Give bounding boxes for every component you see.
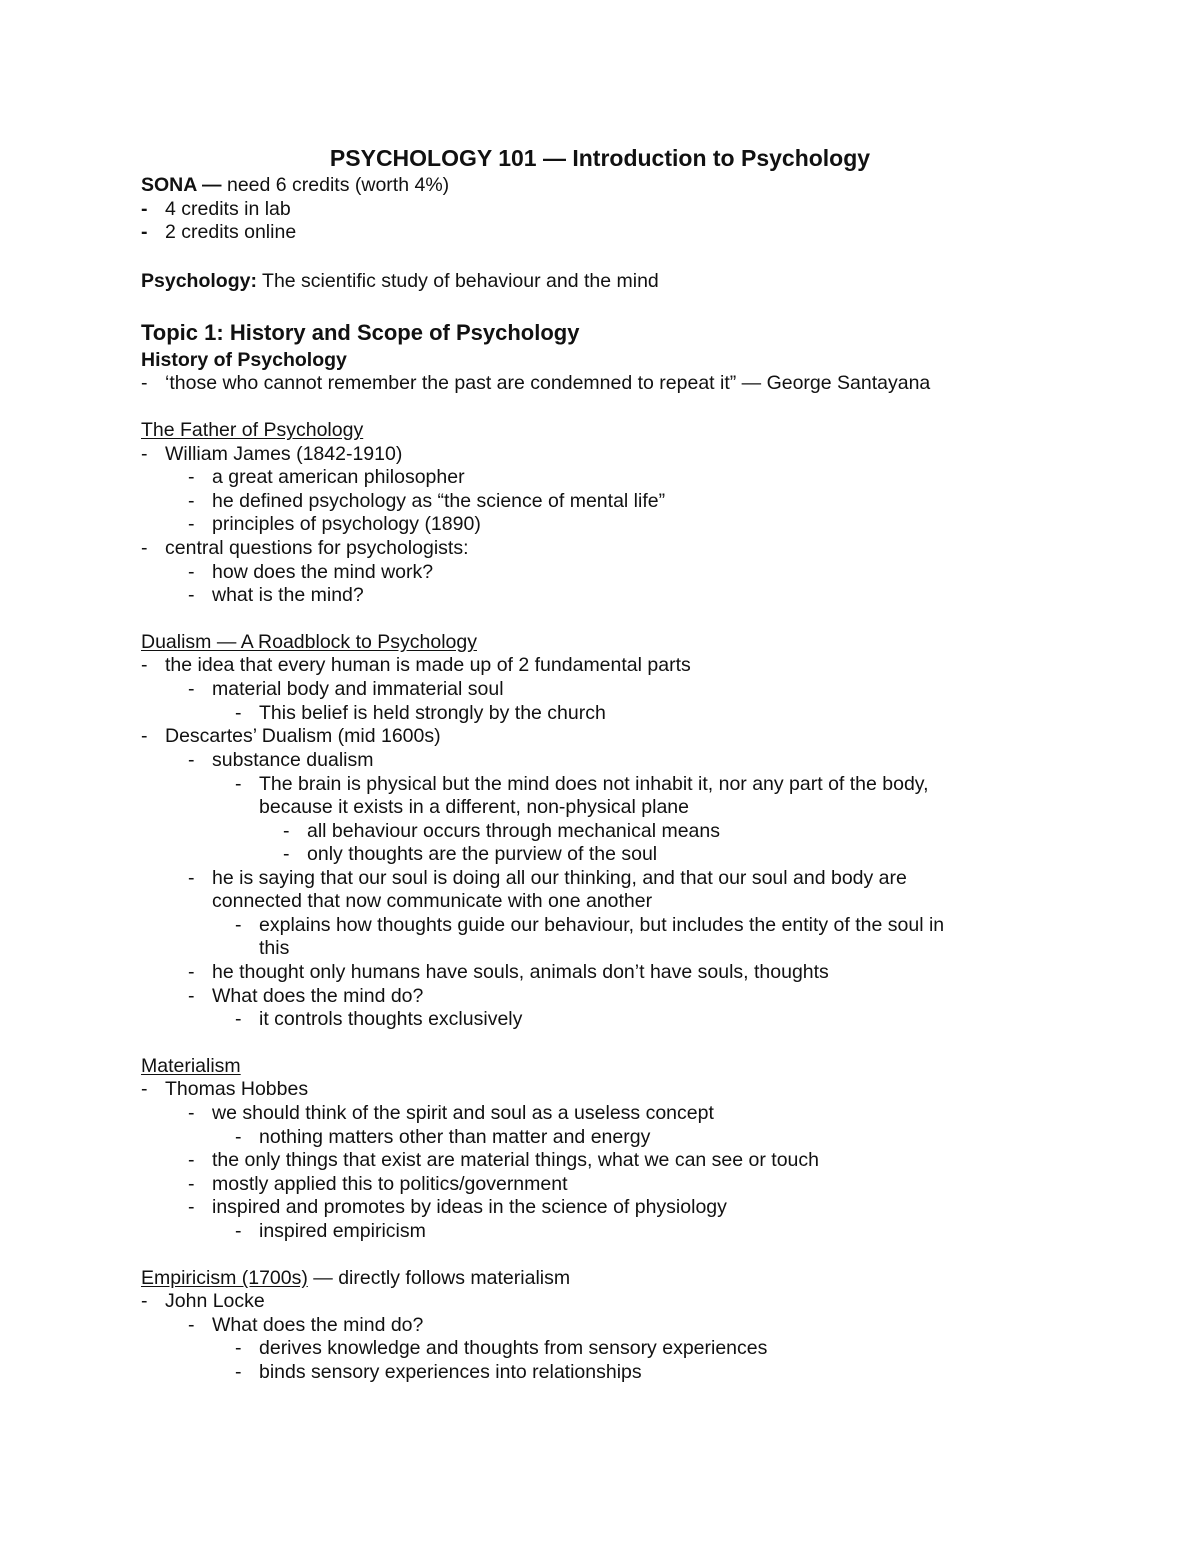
list-item [235, 701, 606, 725]
bullet-dash: - [188, 584, 195, 606]
list-item-continuation: connected that now communicate with one another [212, 890, 653, 912]
bullet-dash: - [141, 654, 148, 676]
list-item-continuation: this [259, 937, 290, 959]
bullet-dash: - [235, 1220, 242, 1242]
list-item-text: all behaviour occurs through mechanical means [307, 820, 720, 842]
list-item [141, 371, 930, 395]
list-item-text: 2 credits online [165, 221, 297, 243]
bullet-dash: - [141, 372, 148, 394]
list-item [188, 489, 665, 513]
bullet-dash: - [235, 1337, 242, 1359]
definition-line [141, 269, 659, 293]
list-item [188, 512, 481, 536]
list-item [235, 1360, 642, 1384]
bullet-dash: - [235, 1126, 242, 1148]
list-item-text: he defined psychology as “the science of mental life” [212, 490, 666, 512]
list-item [141, 536, 469, 560]
bullet-dash: - [188, 1149, 195, 1171]
list-item [141, 197, 291, 221]
list-item-text: What does the mind do? [212, 985, 424, 1007]
list-item-text: substance dualism [212, 749, 374, 771]
list-item [283, 819, 720, 843]
section-heading-father: The Father of Psychology [141, 419, 364, 441]
list-item [188, 1195, 727, 1219]
list-item [188, 1101, 714, 1125]
bullet-dash: - [188, 561, 195, 583]
list-item [188, 748, 374, 772]
list-item-text: John Locke [165, 1290, 265, 1312]
list-item-text: he thought only humans have souls, animals don’t have souls, thoughts [212, 961, 829, 983]
list-item [235, 913, 944, 937]
list-item-text: explains how thoughts guide our behaviour, but includes the entity of the soul in [259, 914, 945, 936]
bullet-dash: - [283, 820, 290, 842]
list-item [188, 583, 364, 607]
list-item-text: mostly applied this to politics/government [212, 1173, 568, 1195]
list-item [141, 653, 691, 677]
list-item [188, 866, 907, 890]
list-item-text: the only things that exist are material things, what we can see or touch [212, 1149, 819, 1171]
bullet-dash: - [235, 1008, 242, 1030]
topic-heading: Topic 1: History and Scope of Psychology [141, 320, 580, 345]
list-item [188, 560, 433, 584]
bullet-dash: - [141, 1078, 148, 1100]
bullet-dash: - [188, 961, 195, 983]
history-heading: History of Psychology [141, 349, 347, 371]
bullet-dash: - [235, 914, 242, 936]
list-item [141, 1289, 265, 1313]
list-item-text: we should think of the spirit and soul as a useless concept [212, 1102, 714, 1124]
list-item [141, 220, 296, 244]
list-item [188, 1172, 568, 1196]
list-item-text: William James (1842-1910) [165, 443, 403, 465]
list-item [188, 1148, 819, 1172]
list-item-text: inspired and promotes by ideas in the science of physiology [212, 1196, 727, 1218]
list-item-text: principles of psychology (1890) [212, 513, 481, 535]
bullet-dash: - [283, 843, 290, 865]
bullet-dash: - [141, 1290, 148, 1312]
list-item-text: material body and immaterial soul [212, 678, 504, 700]
empiricism-heading-line [141, 1266, 570, 1290]
sona-line [141, 173, 449, 197]
list-item [188, 677, 504, 701]
list-item [141, 724, 441, 748]
bullet-dash: - [188, 490, 195, 512]
bullet-dash: - [188, 867, 195, 889]
list-item-text: This belief is held strongly by the church [259, 702, 606, 724]
list-item-text: only thoughts are the purview of the soul [307, 843, 658, 865]
sona-label: SONA — [141, 174, 222, 196]
list-item-text: he is saying that our soul is doing all our thinking, and that our soul and body are [212, 867, 907, 889]
list-item-continuation: because it exists in a different, non-physical plane [259, 796, 689, 818]
bullet-dash: - [235, 773, 242, 795]
list-item-text: The brain is physical but the mind does not inhabit it, nor any part of the body, [259, 773, 929, 795]
list-item-text: a great american philosopher [212, 466, 465, 488]
bullet-dash: - [141, 725, 148, 747]
list-item [235, 772, 929, 796]
bullet-dash: - [235, 1361, 242, 1383]
list-item-text: nothing matters other than matter and energy [259, 1126, 651, 1148]
list-item [235, 1007, 522, 1031]
bullet-dash: - [141, 537, 148, 559]
list-item-text: central questions for psychologists: [165, 537, 469, 559]
section-heading-dualism: Dualism — A Roadblock to Psychology [141, 631, 477, 653]
list-item-text: What does the mind do? [212, 1314, 424, 1336]
list-item-text: the idea that every human is made up of 2 fundamental parts [165, 654, 691, 676]
bullet-dash: - [188, 985, 195, 1007]
list-item-text: derives knowledge and thoughts from sensory experiences [259, 1337, 768, 1359]
list-item [188, 1313, 423, 1337]
bullet-dash: - [188, 1173, 195, 1195]
bullet-dash: - [235, 702, 242, 724]
definition-text: The scientific study of behaviour and the mind [262, 270, 659, 292]
section-heading-materialism: Materialism [141, 1055, 241, 1077]
bullet-dash: - [188, 1196, 195, 1218]
list-item [235, 1336, 767, 1360]
list-item-text: inspired empiricism [259, 1220, 426, 1242]
list-item [188, 984, 423, 1008]
list-item [283, 842, 657, 866]
bullet-dash: - [141, 221, 148, 243]
list-item [235, 1125, 650, 1149]
sona-text: need 6 credits (worth 4%) [226, 174, 450, 196]
bullet-dash: - [141, 443, 148, 465]
list-item [235, 1219, 426, 1243]
bullet-dash: - [188, 1102, 195, 1124]
bullet-dash: - [188, 513, 195, 535]
bullet-dash: - [188, 678, 195, 700]
bullet-dash: - [141, 198, 148, 220]
page-title: PSYCHOLOGY 101 — Introduction to Psychology [329, 145, 871, 171]
list-item-text: it controls thoughts exclusively [259, 1008, 523, 1030]
list-item [141, 442, 402, 466]
bullet-dash: - [188, 1314, 195, 1336]
definition-label: Psychology: [141, 270, 257, 292]
list-item-text: how does the mind work? [212, 561, 434, 583]
bullet-dash: - [188, 749, 195, 771]
empiricism-suffix: — directly follows materialism [313, 1267, 571, 1289]
section-heading-empiricism: Empiricism (1700s) [141, 1267, 308, 1289]
bullet-dash: - [188, 466, 195, 488]
quote-text: ‘those who cannot remember the past are condemned to repeat it” — George Santayana [165, 372, 931, 394]
list-item-text: Thomas Hobbes [165, 1078, 309, 1100]
list-item-text: Descartes’ Dualism (mid 1600s) [165, 725, 441, 747]
list-item-text: 4 credits in lab [165, 198, 291, 220]
list-item-text: what is the mind? [212, 584, 364, 606]
list-item [188, 465, 465, 489]
list-item [141, 1077, 308, 1101]
list-item-text: binds sensory experiences into relationships [259, 1361, 642, 1383]
list-item [188, 960, 829, 984]
